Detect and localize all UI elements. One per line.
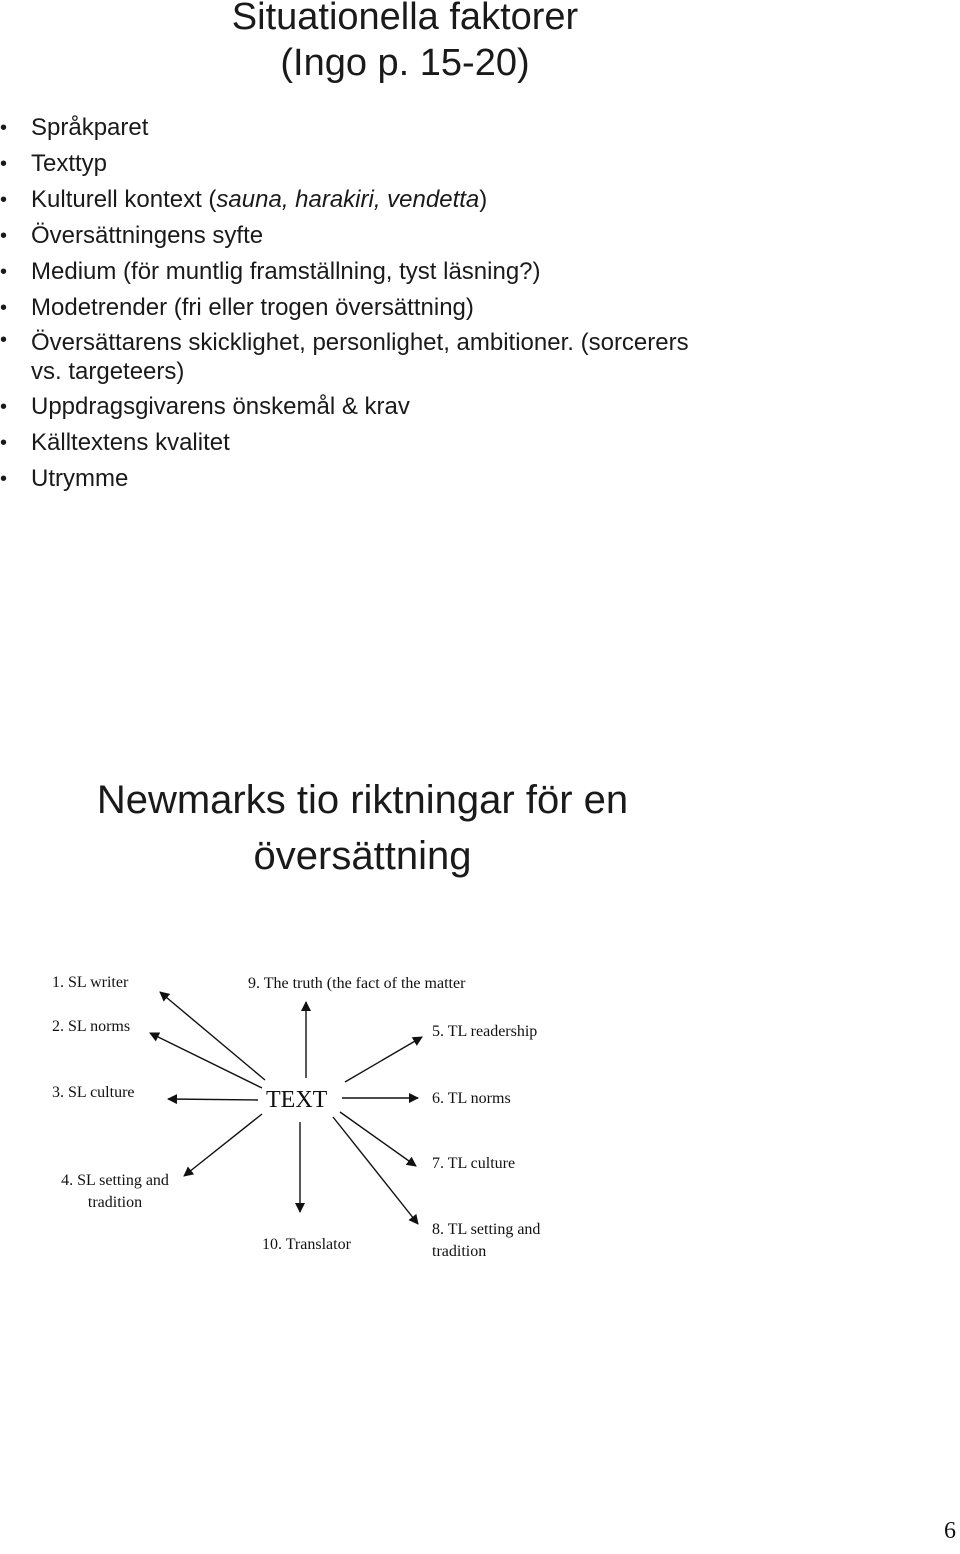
list-item: • Texttyp [0,146,700,182]
slide-title-line-1: Situationella faktorer [231,0,579,38]
diagram-title-line-1: Newmarks tio riktningar för en [96,778,629,822]
list-item: • Översättningens syfte [0,218,700,254]
list-item: • Modetrender (fri eller trogen översättning) [0,290,700,326]
node-tl-setting-line-1: 8. TL setting and [432,1221,541,1238]
node-sl-setting [50,1170,180,1214]
arrow-to-tl-culture [340,1112,416,1166]
factor-list [0,110,700,497]
node-sl-setting-line-2: tradition [87,1194,143,1211]
diagram-title-line-2: översättning [253,834,472,878]
node-tl-readership: 5. TL readership [432,1023,538,1040]
list-item: • Översättarens skicklighet, personlighet, ambitioner. (sorcerers vs. targeteers) [0,326,700,389]
node-sl-setting-line-1: 4. SL setting and [61,1172,169,1189]
slide-title-line-2: (Ingo p. 15-20) [280,42,530,84]
arrow-to-tl-setting [333,1117,418,1224]
newmark-diagram [0,950,960,1280]
arrow-to-sl-writer [160,992,265,1080]
list-item: • Språkparet [0,110,700,146]
list-item-italic-examples: sauna, harakiri, vendetta [216,186,480,213]
diagram-title [70,772,655,884]
arrow-to-sl-setting [184,1114,262,1176]
node-sl-norms: 2. SL norms [52,1018,131,1035]
list-item-text: ) [479,186,488,213]
node-tl-setting-line-2: tradition [432,1243,487,1260]
node-truth: 9. The truth (the fact of the matter [248,975,466,992]
list-item-text: Kulturell kontext ( [31,186,217,213]
list-item: • Utrymme [0,461,700,497]
node-tl-norms: 6. TL norms [432,1090,511,1107]
arrow-to-sl-norms [150,1033,262,1088]
node-sl-culture: 3. SL culture [52,1084,135,1101]
page-number: 6 [944,1518,956,1544]
node-tl-culture: 7. TL culture [432,1155,516,1172]
node-translator: 10. Translator [262,1236,351,1253]
node-sl-writer: 1. SL writer [52,974,129,991]
list-item: • Uppdragsgivarens önskemål & krav [0,389,700,425]
list-item: • Källtextens kvalitet [0,425,700,461]
arrow-to-sl-culture [168,1099,258,1100]
arrow-to-tl-readership [345,1037,422,1082]
list-item: • Medium (för muntlig framställning, tyst läsning?) [0,254,700,290]
node-text-center: TEXT [266,1087,328,1113]
list-item [0,182,700,218]
node-tl-setting [432,1219,540,1263]
slide-title [140,0,670,86]
